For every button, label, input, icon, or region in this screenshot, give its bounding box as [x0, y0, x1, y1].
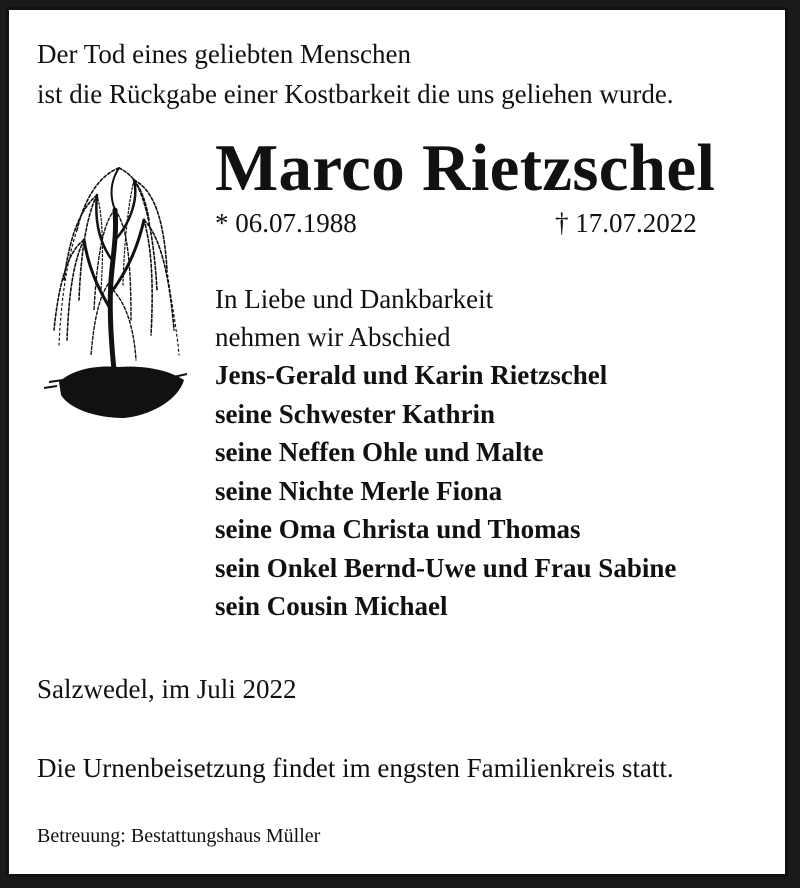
deceased-name: Marco Rietzschel [215, 131, 716, 205]
mourner-entry: seine Nichte Merle Fiona [215, 475, 503, 506]
mourner-entry: seine Oma Christa und Thomas [215, 514, 581, 544]
intro-line-1: In Liebe und Dankbarkeit [215, 284, 494, 314]
burial-note: Die Urnenbeisetzung findet im engsten Familienkreis statt. [37, 753, 674, 783]
mourner-entry: seine Schwester Kathrin [215, 398, 495, 429]
mourner-entry: Jens-Gerald und Karin Rietzschel [215, 360, 608, 390]
mourner-entry: sein Onkel Bernd-Uwe und Frau Sabine [215, 552, 677, 583]
mourner-entry: seine Neffen Ohle und Malte [215, 437, 544, 467]
death-date: † 17.07.2022 [555, 208, 697, 238]
weeping-willow-icon [39, 160, 189, 420]
mourners-list [215, 356, 676, 626]
farewell-intro [215, 280, 493, 356]
mourner-entry: sein Cousin Michael [215, 591, 448, 621]
intro-line-2: nehmen wir Abschied [215, 322, 451, 352]
memorial-quote [37, 34, 674, 114]
quote-line-1: Der Tod eines geliebten Menschen [37, 39, 411, 69]
quote-line-2: ist die Rückgabe einer Kostbarkeit die uns geliehen wurde. [37, 79, 674, 109]
obituary-notice [6, 7, 788, 877]
funeral-home-credit: Betreuung: Bestattungshaus Müller [37, 825, 321, 847]
birth-date: * 06.07.1988 [215, 208, 357, 238]
place-and-date: Salzwedel, im Juli 2022 [37, 674, 297, 704]
